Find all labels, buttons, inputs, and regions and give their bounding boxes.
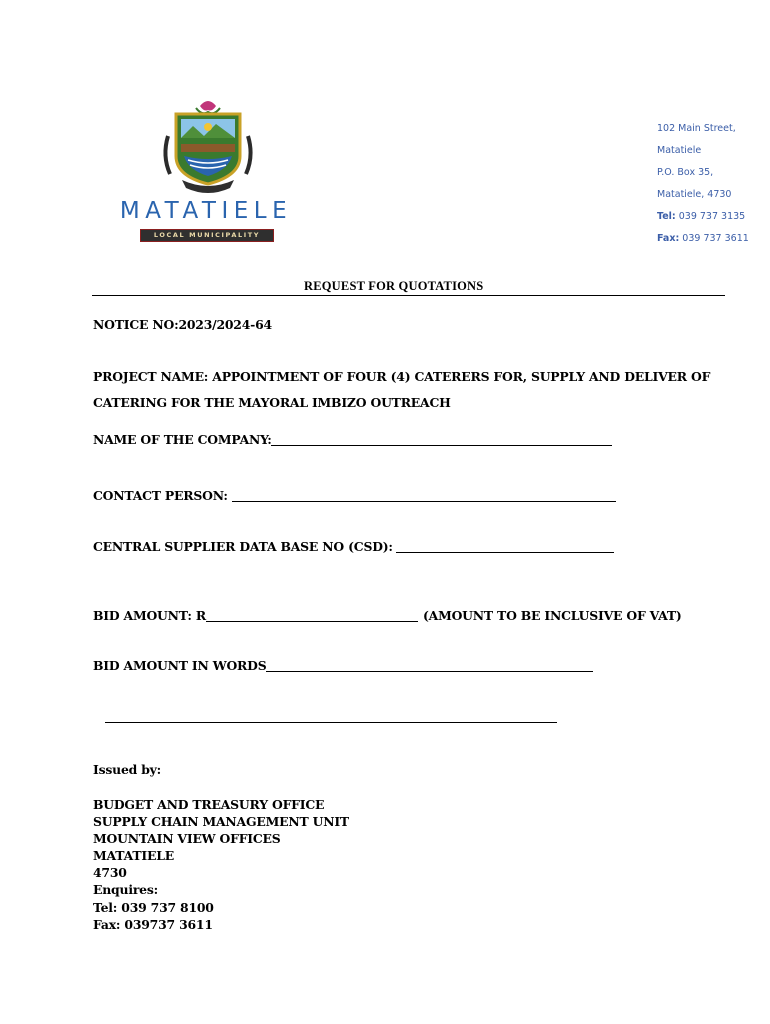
bid-words-input-line-2[interactable] [105,722,557,723]
project-name-line2: CATERING FOR THE MAYORAL IMBIZO OUTREACH [93,395,451,410]
issuer-block [93,796,349,933]
address-postal: Matatiele, 4730 [657,189,732,200]
address-street: 102 Main Street, [657,123,736,134]
contact-label: CONTACT PERSON: [93,488,228,503]
company-label: NAME OF THE COMPANY: [93,432,272,447]
issuer-line: MOUNTAIN VIEW OFFICES [93,831,281,847]
municipality-ribbon: LOCAL MUNICIPALITY [140,229,274,242]
crest-flower-icon [196,101,220,113]
issuer-line: SUPPLY CHAIN MANAGEMENT UNIT [93,814,349,830]
document-title: REQUEST FOR QUOTATIONS [304,279,484,293]
issuer-line: Fax: 039737 3611 [93,916,213,932]
bid-words-input-line[interactable] [266,671,593,672]
address-tel [657,211,745,222]
csd-label: CENTRAL SUPPLIER DATA BASE NO (CSD): [93,539,393,554]
bid-words-label: BID AMOUNT IN WORDS [93,658,267,673]
issuer-line: MATATIELE [93,848,174,864]
notice-number: NOTICE NO:2023/2024-64 [93,317,272,332]
issuer-line: Tel: 039 737 8100 [93,899,214,915]
contact-input-line[interactable] [232,501,616,502]
bid-amount-label: BID AMOUNT: R [93,608,206,623]
bid-amount-input-line[interactable] [206,621,418,622]
fax-label: Fax: [657,233,680,244]
csd-input-line[interactable] [396,552,614,553]
fax-value: 039 737 3611 [679,233,749,244]
tel-label: Tel: [657,211,676,222]
company-input-line[interactable] [271,445,612,446]
address-po-box: P.O. Box 35, [657,167,714,178]
vat-note: (AMOUNT TO BE INCLUSIVE OF VAT) [423,608,682,623]
issued-by-label: Issued by: [93,762,162,777]
issuer-line: Enquires: [93,882,158,898]
tel-value: 039 737 3135 [675,211,746,222]
municipality-wordmark: MATATIELE [119,198,293,224]
address-fax [657,233,749,244]
address-town: Matatiele [657,145,702,156]
issuer-line: BUDGET AND TREASURY OFFICE [93,797,325,812]
project-name-line1: PROJECT NAME: APPOINTMENT OF FOUR (4) CATERERS FOR, SUPPLY AND DELIVER OF [93,369,711,384]
issuer-line: 4730 [93,865,127,881]
